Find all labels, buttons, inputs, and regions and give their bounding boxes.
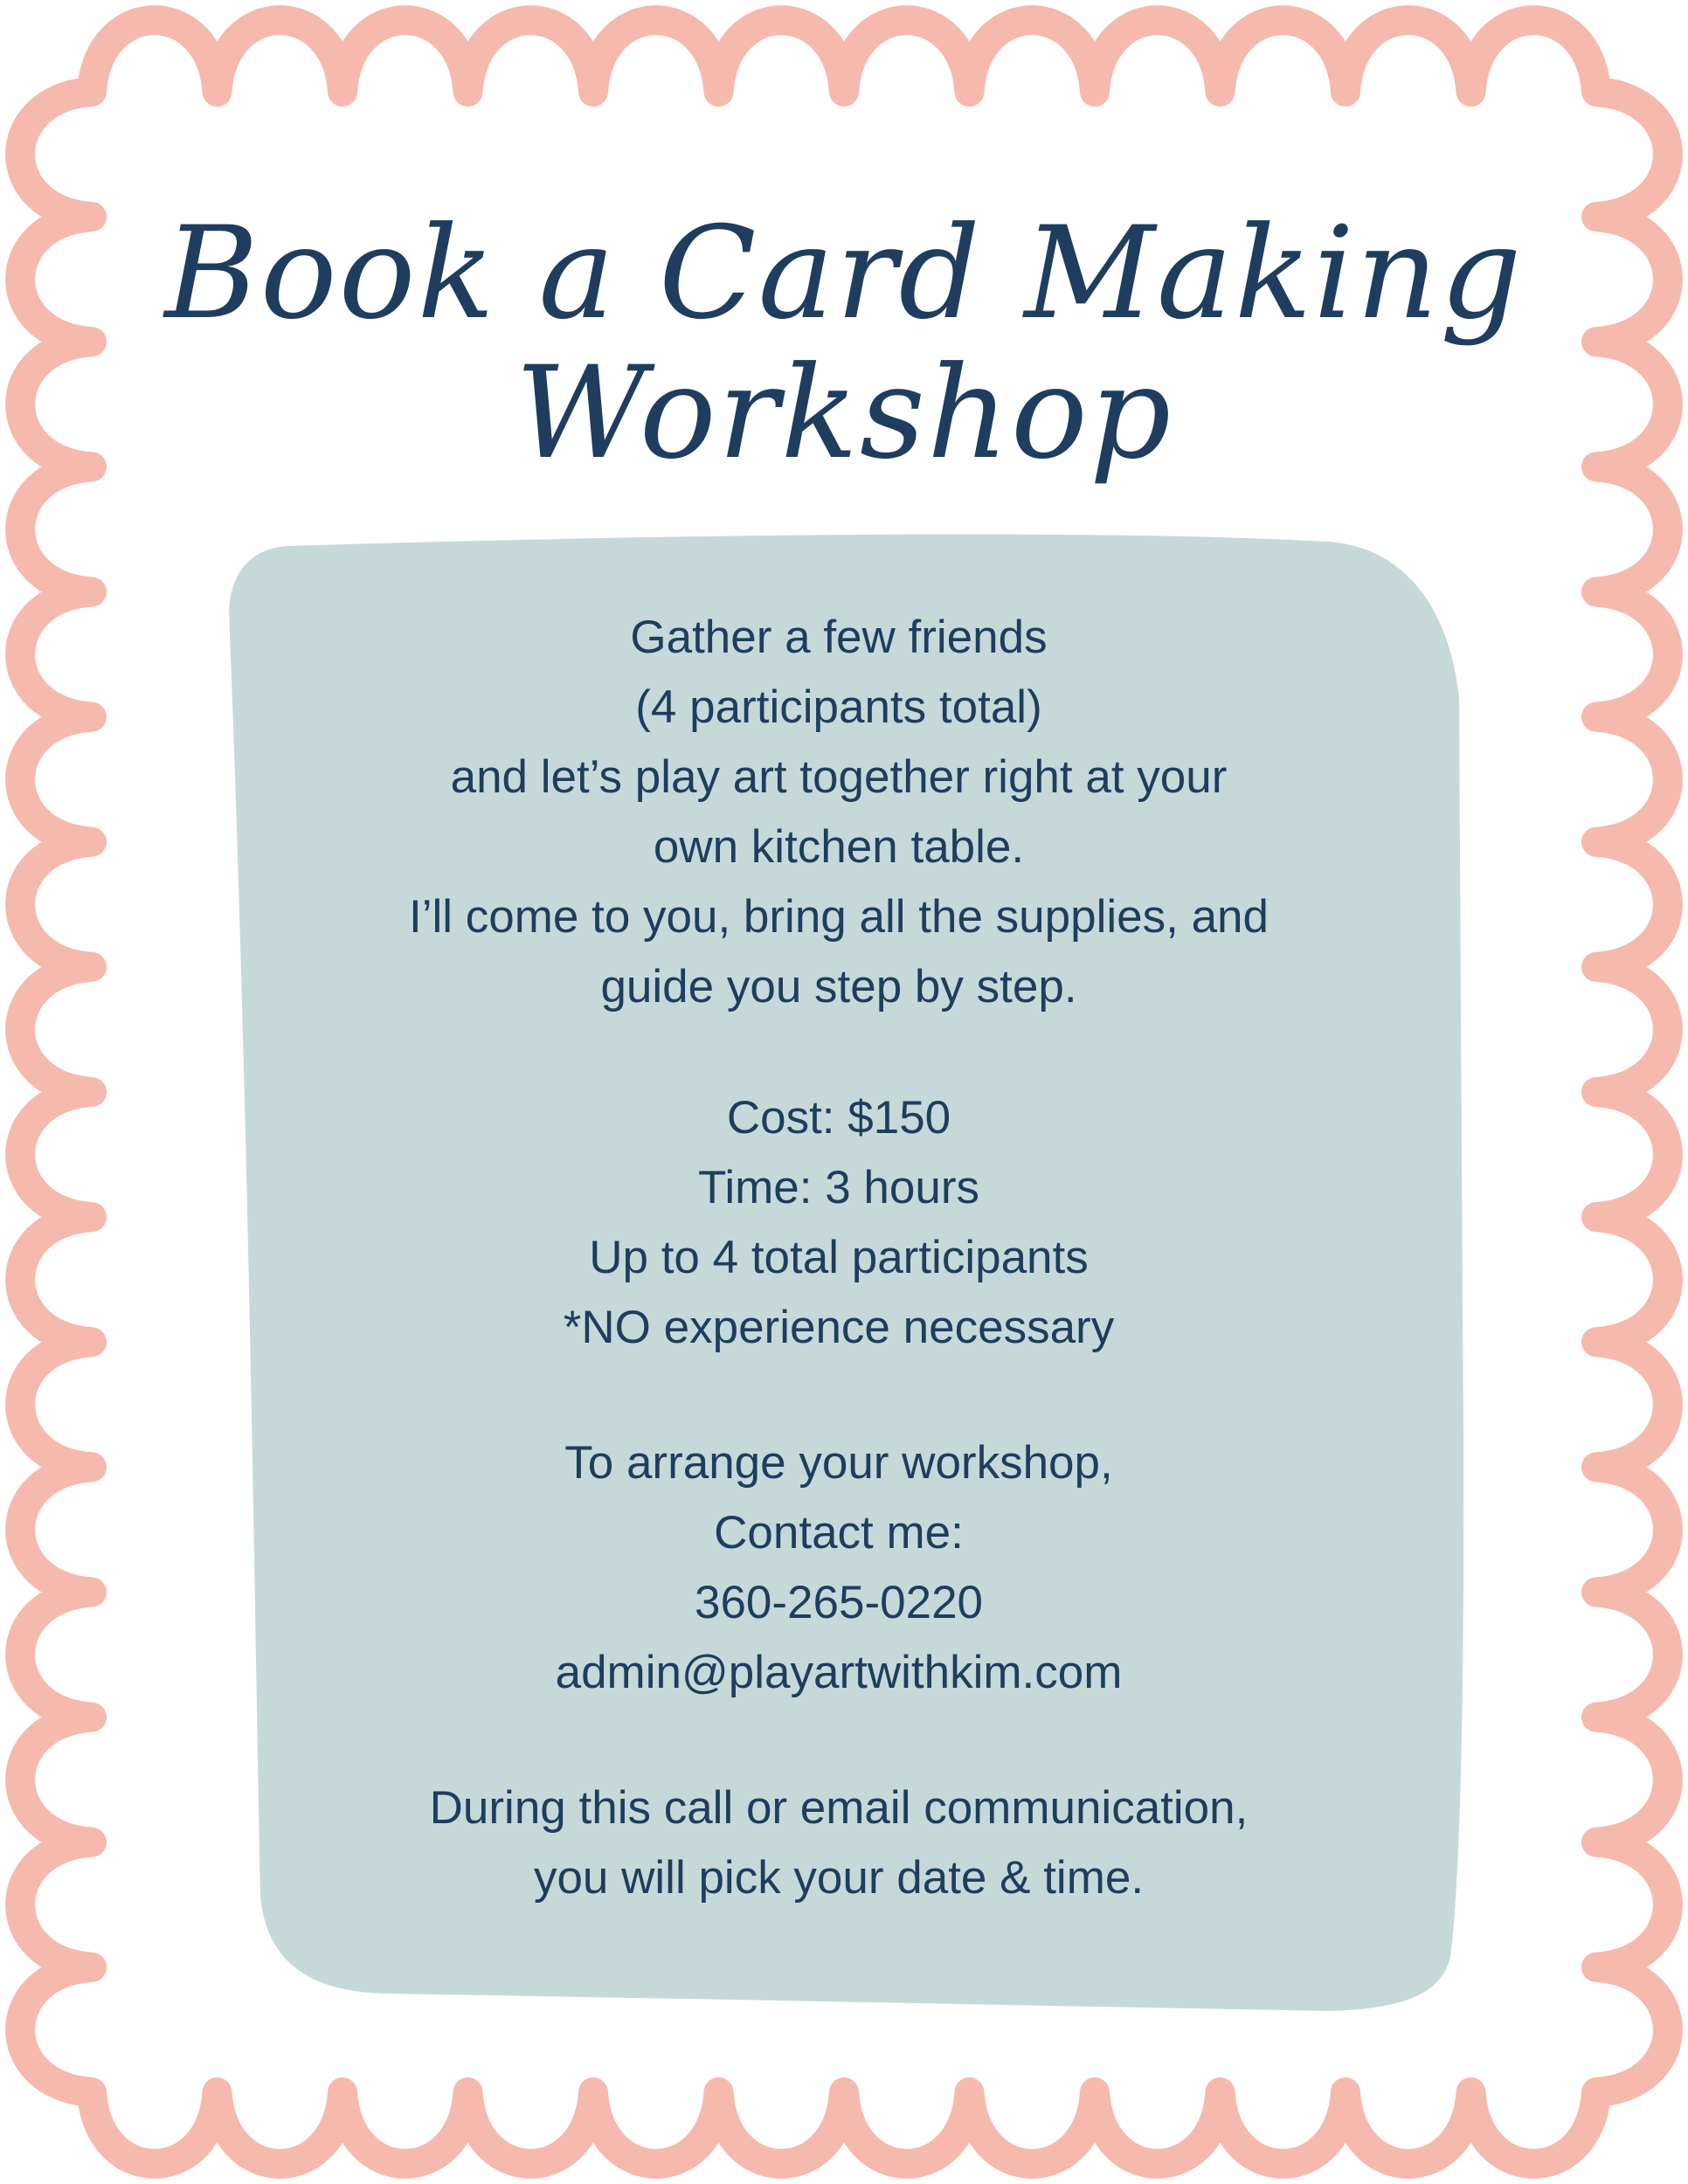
intro-line: and let’s play art together right at your <box>450 751 1228 803</box>
participants-line: Up to 4 total participants <box>589 1232 1089 1283</box>
intro-text <box>315 603 1363 1022</box>
cost-line: Cost: $150 <box>726 1092 951 1144</box>
closing-line: During this call or email communication, <box>429 1782 1249 1834</box>
contact-line: Contact me: <box>714 1507 964 1559</box>
intro-line: guide you step by step. <box>600 961 1077 1013</box>
time-line: Time: 3 hours <box>697 1162 980 1213</box>
intro-line: (4 participants total) <box>635 681 1042 733</box>
intro-line: Gather a few friends <box>630 612 1048 663</box>
email-address: admin@playartwithkim.com <box>555 1647 1123 1698</box>
closing-text <box>315 1773 1363 1913</box>
closing-line: you will pick your date & time. <box>533 1852 1145 1904</box>
workshop-details <box>315 1083 1363 1363</box>
experience-line: *NO experience necessary <box>563 1302 1115 1353</box>
phone-number: 360-265-0220 <box>694 1577 984 1628</box>
page-title-line-2: Workshop <box>515 339 1173 487</box>
page-title-line-1: Book a Card Making <box>164 199 1524 348</box>
intro-line: own kitchen table. <box>653 821 1025 873</box>
contact-line: To arrange your workshop, <box>564 1437 1113 1489</box>
intro-line: I’ll come to you, bring all the supplies, and <box>409 891 1269 943</box>
contact-info <box>315 1428 1363 1708</box>
